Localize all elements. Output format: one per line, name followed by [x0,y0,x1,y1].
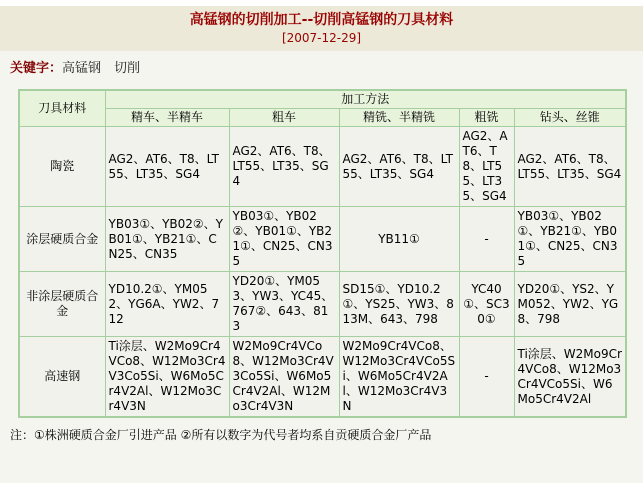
data-cell: YB03①、YB02①、YB21①、YB01①、CN25、CN35 [514,207,626,272]
column-header-finish-milling: 精铣、半精铣 [339,109,459,127]
data-cell: AG2、AT6、T8、LT55、LT35、SG4 [105,127,229,207]
data-cell: YB03①、YB02②、YB01①、YB21①、CN25、CN35 [105,207,229,272]
table-row-uncoated-carbide [19,272,626,337]
title-bar [0,6,643,51]
data-cell: YD20①、YS2、YM052、YW2、YG8、798 [514,272,626,337]
material-cell: 陶瓷 [19,127,105,207]
footnote: 注：①株洲硬质合金厂引进产品 ②所有以数字为代号者均系自贡硬质合金厂产品 [10,428,432,442]
column-header-drill-tap: 钻头、丝锥 [514,109,626,127]
table-row-high-speed-steel [19,337,626,418]
data-cell: W2Mo9Cr4VCo8、W12Mo3Cr4VCo5Si、W6Mo5Cr4V2Al、W12Mo3Cr4V3N [339,337,459,418]
material-cell: 涂层硬质合金 [19,207,105,272]
page-date: [2007-12-29] [281,31,362,45]
table-row-coated-carbide [19,207,626,272]
data-cell: - [459,207,514,272]
data-cell: AG2、AT6、T8、LT55、LT35、SG4 [339,127,459,207]
table-header-row-1 [19,90,626,109]
table-row-ceramic [19,127,626,207]
keywords-label: 关键字： [10,61,63,76]
data-cell: YC40①、SC30① [459,272,514,337]
material-cell: 非涂层硬质合金 [19,272,105,337]
column-header-finish-turning: 精车、半精车 [105,109,229,127]
data-cell: YB03①、YB02②、YB01①、YB21①、CN25、CN35 [229,207,339,272]
keywords-line [10,61,643,77]
page-title: 高锰钢的切削加工--切削高锰钢的刀具材料 [189,12,454,28]
table-header-row-2 [19,109,626,127]
data-cell: Ti涂层、W2Mo9Cr4VCo8、W12Mo3Cr4VCo5Si、W6Mo5Cr4V2Al [514,337,626,418]
material-cell: 高速钢 [19,337,105,418]
data-cell: YB11① [339,207,459,272]
data-cell: AG2、AT6、T8、LT55、LT35、SG4 [459,127,514,207]
data-cell: YD20①、YM053、YW3、YC45、767②、643、813 [229,272,339,337]
data-cell: AG2、AT6、T8、LT55、LT35、SG4 [514,127,626,207]
data-cell: Ti涂层、W2Mo9Cr4VCo8、W12Mo3Cr4V3Co5Si、W6Mo5Cr4V2Al、W12Mo3Cr4V3N [105,337,229,418]
data-cell: YD10.2①、YM052、YG6A、YW2、712 [105,272,229,337]
data-cell: W2Mo9Cr4VCo8、W12Mo3Cr4V3Co5Si、W6Mo5Cr4V2Al、W12Mo3Cr4V3N [229,337,339,418]
column-header-rough-turning: 粗车 [229,109,339,127]
data-cell: - [459,337,514,418]
tool-materials-table [18,89,627,418]
keywords-value: 高锰钢 切削 [62,61,141,76]
column-header-rough-milling: 粗铣 [459,109,514,127]
data-cell: AG2、AT6、T8、LT55、LT35、SG4 [229,127,339,207]
header-tool-material: 刀具材料 [19,90,105,127]
data-cell: SD15①、YD10.2①、YS25、YW3、813M、643、798 [339,272,459,337]
header-processing-method: 加工方法 [105,90,626,109]
